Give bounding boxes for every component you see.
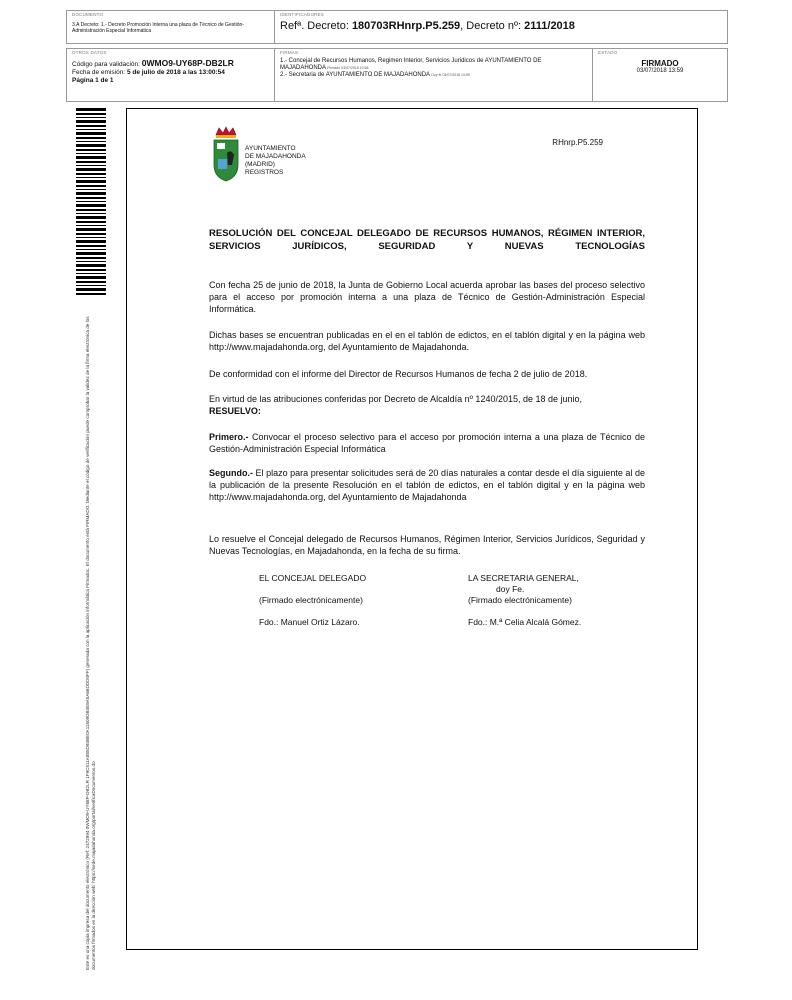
barcode-bar <box>76 257 106 259</box>
paragraph-4 <box>209 393 645 417</box>
status-date: 03/07/2018 13:59 <box>636 68 684 74</box>
codigo-label: Código para validación: <box>72 61 140 68</box>
barcode-bar <box>76 117 106 118</box>
barcode-bar <box>76 233 106 235</box>
pagina-value: Página 1 de 1 <box>72 77 114 84</box>
firmas-caption: FIRMAS <box>280 50 299 55</box>
logo-line-3: (MADRID) <box>245 161 275 168</box>
header-row-bottom <box>66 48 728 102</box>
paragraph-primero <box>209 431 645 455</box>
barcode-bar <box>76 288 106 291</box>
barcode <box>76 108 106 298</box>
resolution-title: RESOLUCIÓN DEL CONCEJAL DELEGADO DE RECURSOS HUMANOS, RÉGIMEN INTERIOR, SERVICIOS JURÍDICOS, SEGURIDAD Y NUEVAS TECNOLOGÍAS <box>209 228 645 252</box>
sig-right-role: LA SECRETARIA GENERAL, <box>468 573 579 583</box>
coat-of-arms-logo <box>211 125 241 185</box>
firma-1 <box>280 58 587 72</box>
documento-cell <box>67 11 275 43</box>
paragraph-segundo <box>209 467 645 503</box>
barcode-bar <box>76 137 106 139</box>
barcode-bar <box>76 177 106 178</box>
sig-left-name: Fdo.: Manuel Ortiz Lázaro. <box>259 617 360 627</box>
side-verification-text <box>80 300 102 970</box>
firmas-cell <box>275 49 593 101</box>
municipality-name <box>245 145 306 177</box>
documento-text: 3.A Decreto: 1.- Decreto Promoción Interna una plaza de Técnico de Gestión-Administración Especial Informática <box>72 22 244 34</box>
barcode-bar <box>76 153 106 154</box>
barcode-bar <box>76 149 106 151</box>
logo-line-2: DE MAJADAHONDA <box>245 153 306 160</box>
decreto-prefix: , Decreto nº: <box>460 20 522 32</box>
barcode-bar <box>76 129 106 130</box>
sig-right-name: Fdo.: M.ª Celia Alcalá Gómez. <box>468 617 582 627</box>
ref-code: 180703RHnrp.P5.259 <box>351 20 461 32</box>
sig-right-role2: doy Fe. <box>496 584 525 594</box>
barcode-bar <box>76 120 106 123</box>
barcode-bar <box>76 261 106 262</box>
barcode-bar <box>76 165 106 166</box>
barcode-bar <box>76 228 106 231</box>
barcode-bar <box>76 156 106 159</box>
resuelvo-label: RESUELVO: <box>209 406 261 416</box>
validation-code <box>72 59 269 69</box>
primero-text: Convocar el proceso selectivo para el acceso por promoción interna a una plaza de Técnico de Gestión-Administración Especial Informática <box>209 432 645 454</box>
firma-1-entity: MAJADAHONDA <box>280 65 326 71</box>
sig-left-role: EL CONCEJAL DELEGADO <box>259 573 367 583</box>
identificadores-cell <box>275 11 727 43</box>
side-text-content: Este es una copia impresa del documento electrónico (Ref: 2472994 0WMO9-UY68P-DB2LR 1F9C511A885D93BE0A11509DB4E9A5A66DDD0FF) generada con la aplicación informática Firmadoc. El documento está FIRMADO. Mediante el código de verificación puede comprobar la validez de la firma electrónica de los documentos firmados en la dirección web: https://sede.majadahonda.org/portal/verificaDocumentos.do <box>85 316 96 970</box>
emission-date <box>72 69 269 77</box>
barcode-bar <box>76 173 106 175</box>
segundo-label: Segundo.- <box>209 468 253 478</box>
barcode-bar <box>76 237 106 238</box>
barcode-bar <box>76 225 106 226</box>
page-count <box>72 77 269 85</box>
logo-line-4: REGISTROS <box>245 169 284 176</box>
paragraph-4-text: En virtud de las atribuciones conferidas por Decreto de Alcaldía nº 1240/2015, de 18 de junio, <box>209 394 583 404</box>
document-page <box>126 108 698 950</box>
signature-right <box>468 573 581 628</box>
barcode-bar <box>76 180 106 183</box>
header-row-top <box>66 10 728 44</box>
barcode-bar <box>76 132 106 135</box>
document-ref-code: RHnrp.P5.259 <box>552 138 603 147</box>
barcode-bar <box>76 185 106 187</box>
barcode-bar <box>76 204 106 207</box>
barcode-bar <box>76 281 106 283</box>
fecha-label: Fecha de emisión: <box>72 69 126 76</box>
barcode-bar <box>76 285 106 286</box>
paragraph-1: Con fecha 25 de junio de 2018, la Junta de Gobierno Local acuerda aprobar las bases del proceso selectivo para el acceso por promoción interna a una plaza de Técnico de Gestión-Administración Especial Informática. <box>209 280 645 314</box>
barcode-bar <box>76 216 106 219</box>
barcode-bar <box>76 197 106 199</box>
barcode-bar <box>76 245 106 247</box>
firma-2-role: 2.- Secretaria de AYUNTAMIENTO DE MAJADAHONDA <box>280 72 430 78</box>
sig-left-signed: (Firmado electrónicamente) <box>259 595 363 605</box>
barcode-bar <box>76 125 106 127</box>
status-badge: FIRMADO <box>641 59 679 68</box>
segundo-text: El plazo para presentar solicitudes será de 20 días naturales a contar desde el día siguiente al de la publicación de la presente Resolución en el tablón de edictos, en el tablón digital y en la página web http://www.majadahonda.org, del Ayuntamiento de Majadahonda <box>209 468 645 502</box>
barcode-bar <box>76 168 106 171</box>
barcode-bar <box>76 240 106 243</box>
barcode-bar <box>76 252 106 255</box>
identificadores-caption: IDENTIFICADORES <box>280 12 325 17</box>
barcode-bar <box>76 213 106 214</box>
logo-line-1: AYUNTAMIENTO <box>245 145 296 152</box>
otros-datos-cell <box>67 49 275 101</box>
estado-cell <box>593 49 727 101</box>
barcode-bar <box>76 144 106 147</box>
barcode-bar <box>76 264 106 267</box>
barcode-bar <box>76 273 106 274</box>
ref-prefix: Refª. Decreto: <box>280 20 349 32</box>
firma-1-role: 1.- Concejal de Recursos Humanos, Regimen Interior, Servicios Juridicos de AYUNTAMIENTO DE <box>280 58 542 64</box>
firma-2-date: Doy fe 03/07/2018 13:59 <box>431 73 470 77</box>
sig-right-signed: (Firmado electrónicamente) <box>468 595 572 605</box>
barcode-bar <box>76 293 106 295</box>
estado-caption: ESTADO <box>598 50 618 55</box>
barcode-bar <box>76 108 106 111</box>
barcode-bar <box>76 161 106 163</box>
barcode-bar <box>76 269 106 271</box>
decree-reference <box>280 20 722 32</box>
barcode-bar <box>76 209 106 211</box>
decreto-number: 2111/2018 <box>524 20 575 32</box>
barcode-bar <box>76 201 106 202</box>
documento-caption: DOCUMENTO <box>72 12 104 17</box>
barcode-bar <box>76 113 106 115</box>
paragraph-3: De conformidad con el informe del Director de Recursos Humanos de fecha 2 de julio de 2018. <box>209 369 588 379</box>
firma-2 <box>280 72 587 79</box>
paragraph-2: Dichas bases se encuentran publicadas en el en el tablón de edictos, en el tablón digital y en la página web http://www.majadahonda.org, del Ayuntamiento de Majadahonda. <box>209 330 645 352</box>
barcode-bar <box>76 221 106 223</box>
firma-1-date: Firmado 03/07/2018 10:58 <box>327 66 369 70</box>
primero-label: Primero.- <box>209 432 249 442</box>
barcode-bar <box>76 189 106 190</box>
codigo-value: 0WMO9-UY68P-DB2LR <box>141 58 234 68</box>
barcode-bar <box>76 141 106 142</box>
signature-left <box>259 573 366 628</box>
barcode-bar <box>76 249 106 250</box>
barcode-bar <box>76 192 106 195</box>
fecha-value: 5 de julio de 2018 a las 13:00:54 <box>126 69 225 76</box>
barcode-bar <box>76 276 106 279</box>
otros-datos-caption: OTROS DATOS <box>72 50 107 55</box>
paragraph-closing: Lo resuelve el Concejal delegado de Recursos Humanos, Régimen Interior, Servicios Jurídicos, Seguridad y Nuevas Tecnologías, en Majadahonda, en la fecha de su firma. <box>209 534 645 556</box>
